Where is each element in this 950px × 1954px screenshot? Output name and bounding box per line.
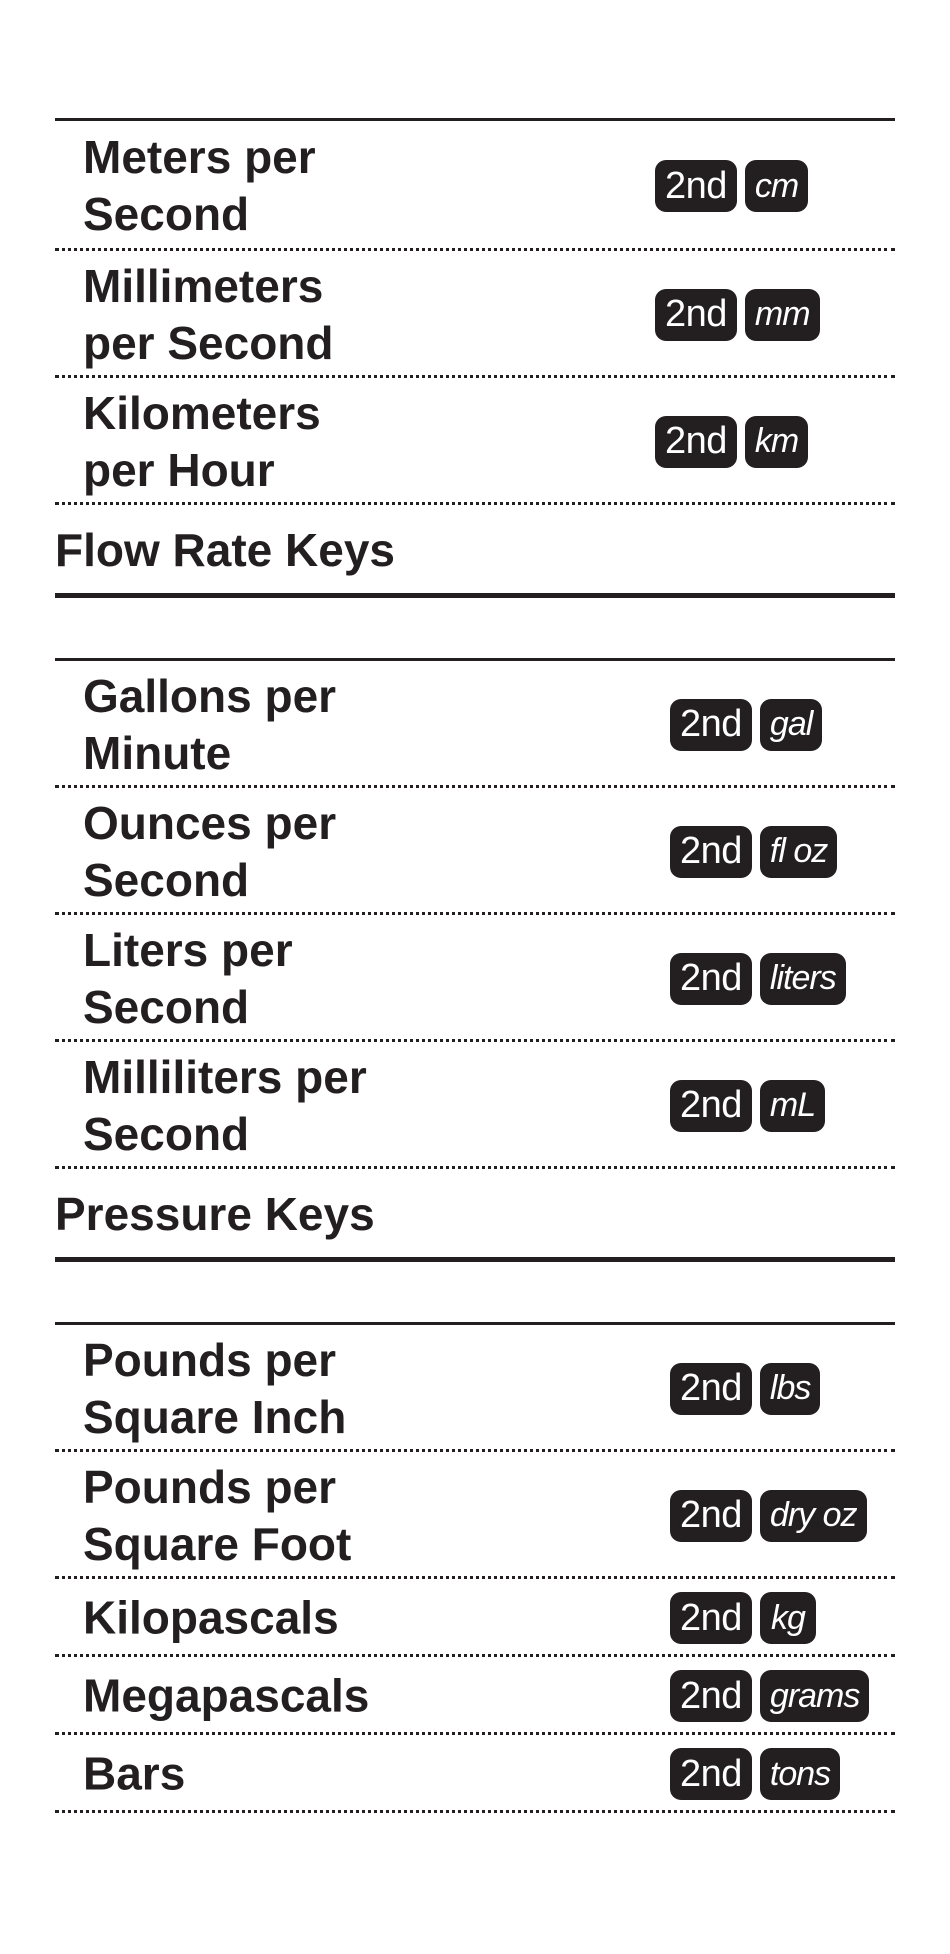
key-sequence (670, 1080, 825, 1132)
key-sequence (670, 1490, 867, 1542)
flow-rate-keys-table (55, 658, 895, 1169)
unit-key: kg (760, 1592, 816, 1644)
table-row (55, 1042, 895, 1169)
key-sequence (655, 160, 808, 212)
second-function-key: 2nd (670, 826, 752, 878)
key-sequence (655, 289, 820, 341)
table-row (55, 915, 895, 1042)
table-row (55, 661, 895, 788)
unit-label: Megapascals (83, 1669, 370, 1722)
unit-key: tons (760, 1748, 840, 1800)
pressure-keys-table (55, 1322, 895, 1813)
second-function-key: 2nd (655, 160, 737, 212)
key-sequence (670, 1748, 840, 1800)
unit-key: mm (745, 289, 820, 341)
key-sequence (670, 826, 837, 878)
unit-key: gal (760, 699, 822, 751)
second-function-key: 2nd (670, 953, 752, 1005)
key-sequence (670, 1670, 869, 1722)
second-function-key: 2nd (670, 1592, 752, 1644)
table-row (55, 1452, 895, 1579)
key-sequence (670, 1592, 816, 1644)
conversion-key-reference (55, 118, 895, 1813)
second-function-key: 2nd (670, 1748, 752, 1800)
second-function-key: 2nd (655, 289, 737, 341)
unit-label: Kilopascals (83, 1591, 339, 1644)
unit-label: Milliliters per Second (83, 1050, 367, 1160)
unit-key: cm (745, 160, 808, 212)
unit-label: Bars (83, 1747, 186, 1800)
second-function-key: 2nd (670, 1670, 752, 1722)
unit-key: km (745, 416, 808, 468)
second-function-key: 2nd (670, 699, 752, 751)
unit-key: fl oz (760, 826, 837, 878)
key-sequence (670, 699, 822, 751)
section-title: Flow Rate Keys (55, 524, 395, 576)
table-row (55, 788, 895, 915)
speed-keys-table (55, 118, 895, 505)
key-sequence (655, 416, 808, 468)
unit-key: lbs (760, 1363, 820, 1415)
table-row (55, 1325, 895, 1452)
second-function-key: 2nd (670, 1080, 752, 1132)
table-row (55, 251, 895, 378)
table-row (55, 1657, 895, 1735)
unit-label: Gallons per Minute (83, 669, 337, 779)
table-row (55, 378, 895, 505)
unit-label: Millimeters per Second (83, 259, 334, 369)
unit-label: Pounds per Square Foot (83, 1460, 352, 1570)
unit-key: liters (760, 953, 846, 1005)
second-function-key: 2nd (670, 1363, 752, 1415)
unit-key: mL (760, 1080, 825, 1132)
table-row (55, 121, 895, 251)
table-row (55, 1735, 895, 1813)
section-title: Pressure Keys (55, 1188, 375, 1240)
unit-key: dry oz (760, 1490, 867, 1542)
unit-label: Kilometers per Hour (83, 386, 321, 496)
key-sequence (670, 953, 846, 1005)
table-row (55, 1579, 895, 1657)
unit-label: Liters per Second (83, 923, 293, 1033)
second-function-key: 2nd (670, 1490, 752, 1542)
unit-label: Meters per Second (83, 131, 316, 240)
key-sequence (670, 1363, 820, 1415)
unit-key: grams (760, 1670, 869, 1722)
unit-label: Ounces per Second (83, 796, 337, 906)
unit-label: Pounds per Square Inch (83, 1333, 347, 1443)
second-function-key: 2nd (655, 416, 737, 468)
